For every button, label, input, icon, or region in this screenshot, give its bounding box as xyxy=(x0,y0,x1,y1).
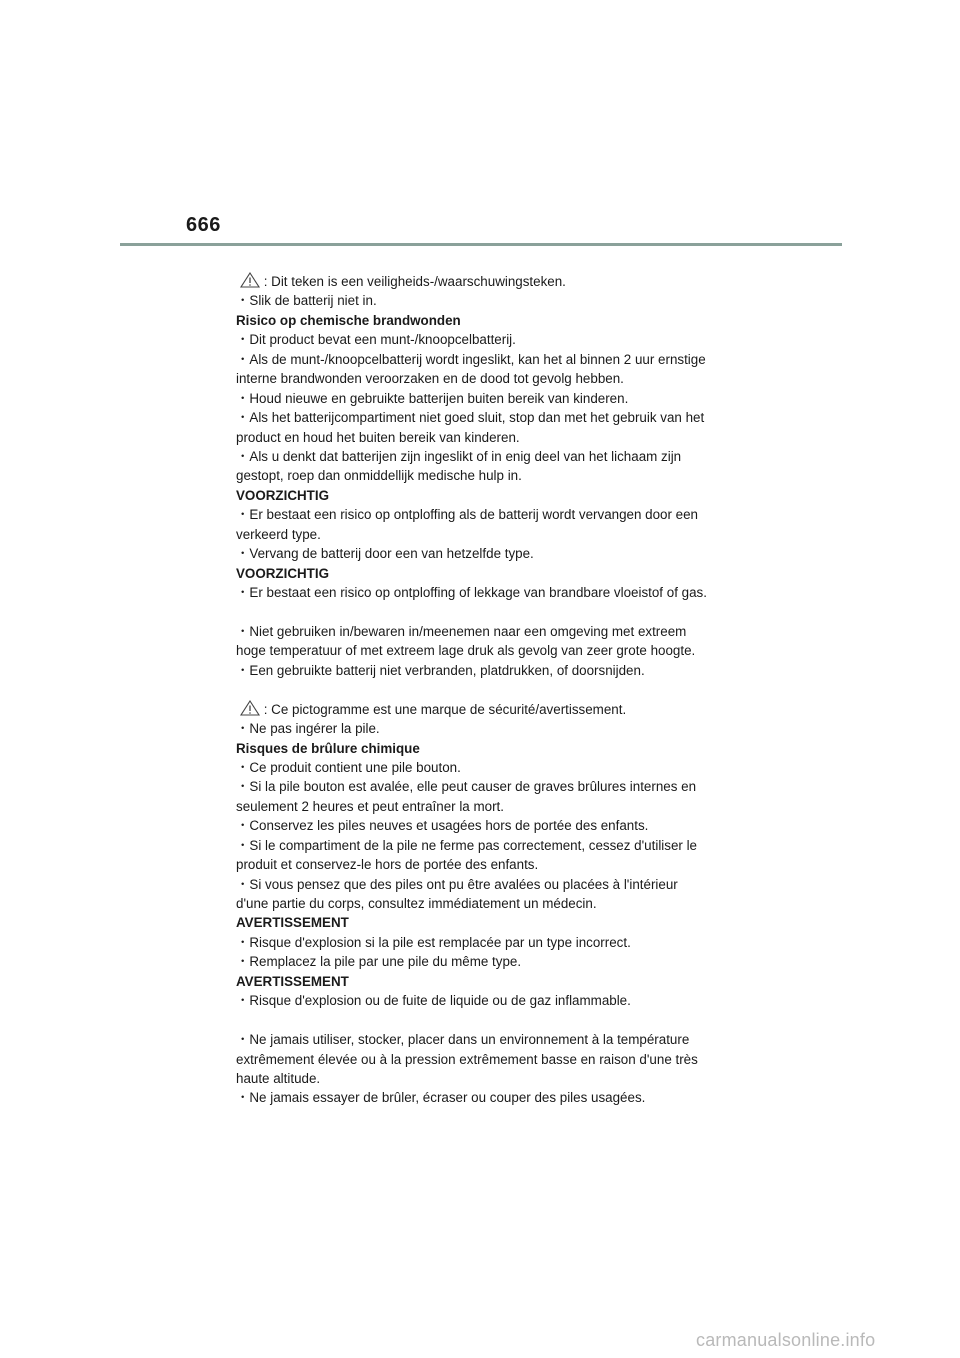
fr-line: extrêmement élevée ou à la pression extrêmement basse en raison d'une très xyxy=(236,1051,698,1067)
nl-line: hoge temperatuur of met extreem lage druk als gevolg van zeer grote hoogte. xyxy=(236,643,696,659)
fr-line: haute altitude. xyxy=(236,1070,321,1086)
fr-line: ・Si vous pensez que des piles ont pu être avalées ou placées à l'intérieur xyxy=(236,876,678,892)
fr-line: ・Si le compartiment de la pile ne ferme pas correctement, cessez d'utiliser le xyxy=(236,837,698,853)
nl-line: product en houd het buiten bereik van kinderen. xyxy=(236,429,520,445)
nl-line: ・Als u denkt dat batterijen zijn ingeslikt of in enig deel van het lichaam zijn xyxy=(236,448,682,464)
nl-line: ・Vervang de batterij door een van hetzelfde type. xyxy=(236,546,534,562)
fr-line: d'une partie du corps, consultez immédiatement un médecin. xyxy=(236,896,597,911)
nl-line: interne brandwonden veroorzaken en de dood tot gevolg hebben. xyxy=(236,371,624,387)
spacer xyxy=(236,602,796,621)
fr-line: ・Ne jamais essayer de brûler, écraser ou couper des piles usagées. xyxy=(236,1090,646,1106)
fr-heading-chemical-burns: Risques de brûlure chimique xyxy=(236,740,420,756)
fr-sign-line: : Ce pictogramme est une marque de sécurité/avertissement. xyxy=(236,700,796,719)
nl-line: ・Er bestaat een risico op ontploffing als de batterij wordt vervangen door een xyxy=(236,507,699,523)
fr-line: ・Risque d'explosion si la pile est remplacée par un type incorrect. xyxy=(236,934,631,950)
fr-line: seulement 2 heures et peut entraîner la mort. xyxy=(236,798,504,814)
nl-line: ・Dit product bevat een munt-/knoopcelbatterij. xyxy=(236,332,516,348)
nl-line: ・Niet gebruiken in/bewaren in/meenemen naar een omgeving met extreem xyxy=(236,623,687,639)
fr-heading-warning: AVERTISSEMENT xyxy=(236,973,349,989)
fr-line: ・Ne pas ingérer la pile. xyxy=(236,721,380,737)
nl-line: ・Slik de batterij niet in. xyxy=(236,293,377,309)
nl-sign-line: : Dit teken is een veiligheids-/waarschuwingsteken. xyxy=(236,272,796,291)
spacer xyxy=(236,680,796,699)
nl-heading-caution: VOORZICHTIG xyxy=(236,487,329,503)
spacer xyxy=(236,1011,796,1030)
warning-triangle-icon xyxy=(240,272,260,288)
warning-triangle-icon xyxy=(240,700,260,716)
fr-heading-warning: AVERTISSEMENT xyxy=(236,915,349,931)
nl-line: gestopt, roep dan onmiddellijk medische hulp in. xyxy=(236,468,522,484)
nl-line: ・Er bestaat een risico op ontploffing of lekkage van brandbare vloeistof of gas. xyxy=(236,585,707,600)
fr-line: ・Risque d'explosion ou de fuite de liquide ou de gaz inflammable. xyxy=(236,993,631,1009)
header-divider xyxy=(120,243,842,246)
nl-line: verkeerd type. xyxy=(236,526,321,542)
battery-warning-content xyxy=(236,272,796,1108)
nl-line: ・Houd nieuwe en gebruikte batterijen buiten bereik van kinderen. xyxy=(236,390,629,406)
fr-line: produit et conservez-le hors de portée des enfants. xyxy=(236,857,539,873)
watermark: carmanualsonline.info xyxy=(696,1330,876,1350)
nl-line: ・Als het batterijcompartiment niet goed sluit, stop dan met het gebruik van het xyxy=(236,410,705,426)
nl-heading-chemical-burns: Risico op chemische brandwonden xyxy=(236,312,461,328)
fr-line: ・Remplacez la pile par une pile du même type. xyxy=(236,954,522,970)
page-number: 666 xyxy=(186,214,221,236)
nl-line: ・Als de munt-/knoopcelbatterij wordt ingeslikt, kan het al binnen 2 uur ernstige xyxy=(236,351,706,367)
fr-line: ・Si la pile bouton est avalée, elle peut causer de graves brûlures internes en xyxy=(236,779,697,795)
nl-line: ・Een gebruikte batterij niet verbranden, platdrukken, of doorsnijden. xyxy=(236,662,645,678)
fr-line: ・Ne jamais utiliser, stocker, placer dans un environnement à la température xyxy=(236,1032,690,1048)
nl-heading-caution: VOORZICHTIG xyxy=(236,565,329,581)
fr-line: ・Ce produit contient une pile bouton. xyxy=(236,759,461,775)
fr-line: ・Conservez les piles neuves et usagées hors de portée des enfants. xyxy=(236,818,649,834)
